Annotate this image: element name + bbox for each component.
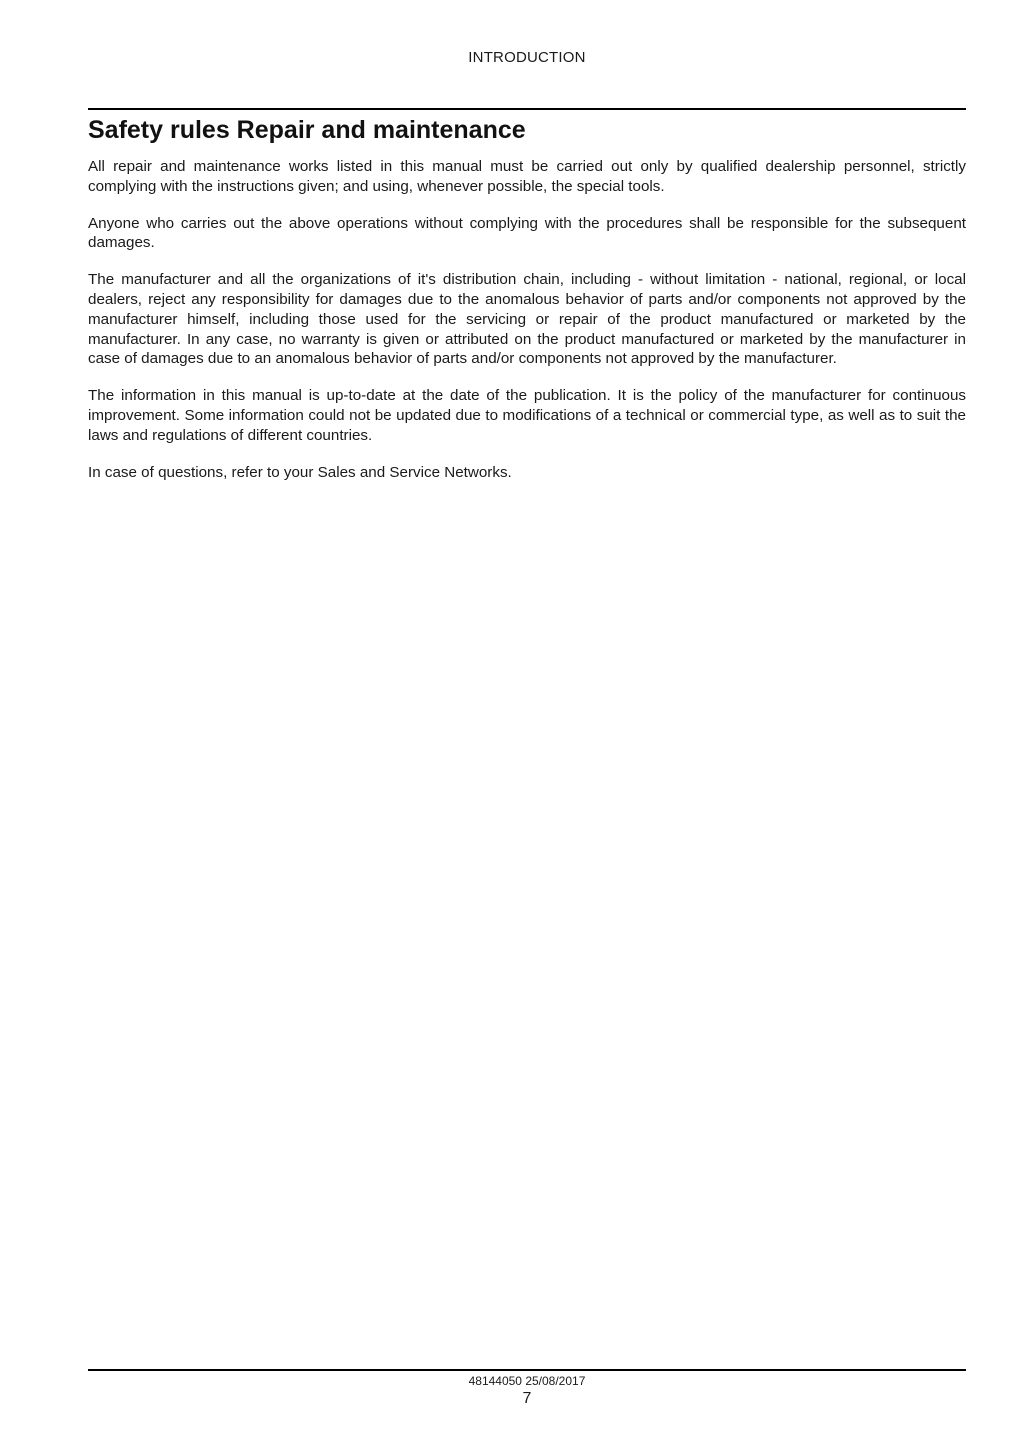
paragraph-manufacturer-liability: The manufacturer and all the organizations of it's distribution chain, including - without limitation - national, regional, or local dealers, reject any responsibility for damages due to the anomalous behavior of parts and/or components not approved by the manufacturer himself, including those used for the servicing or repair of the product manufactured or marketed by the manufacturer. In any case, no warranty is given or attributed on the product manufactured or marketed by the manufacturer in case of damages due to an anomalous behavior of parts and/or components not approved by the manufacturer.	[88, 271, 966, 368]
document-reference: 48144050 25/08/2017	[468, 1374, 586, 1388]
running-header: INTRODUCTION	[468, 49, 586, 66]
main-content	[88, 112, 966, 499]
footer-divider	[88, 1369, 966, 1371]
paragraph-responsibility: Anyone who carries out the above operations without complying with the procedures shall be responsible for the subsequent damages.	[88, 214, 966, 252]
paragraph-qualified-personnel: All repair and maintenance works listed in this manual must be carried out only by qualified dealership personnel, strictly complying with the instructions given; and using, whenever possible, the special tools.	[88, 158, 966, 195]
paragraph-publication-info: The information in this manual is up-to-date at the date of the publication. It is the policy of the manufacturer for continuous improvement. Some information could not be updated due to modifications of a technical or commercial type, as well as to suit the laws and regulations of different countries.	[88, 387, 966, 444]
page-title: Safety rules Repair and maintenance	[88, 116, 526, 144]
page-number: 7	[522, 1390, 532, 1407]
header-divider	[88, 108, 966, 110]
paragraph-questions: In case of questions, refer to your Sales and Service Networks.	[88, 463, 512, 481]
